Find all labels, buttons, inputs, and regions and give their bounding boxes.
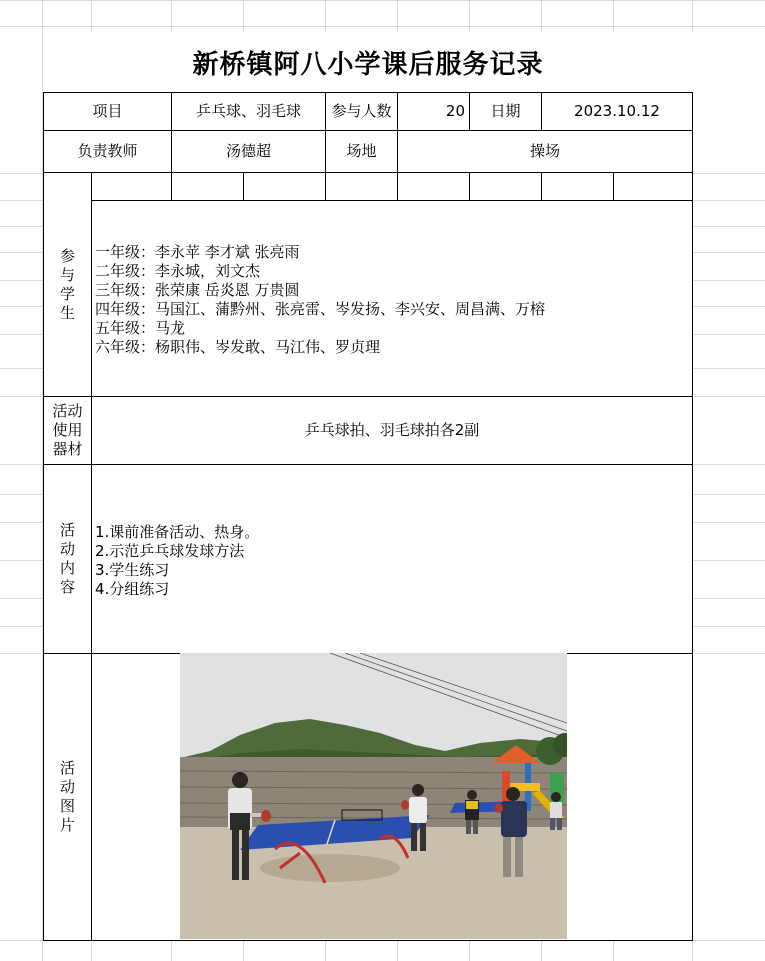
student-line: 三年级：张荣康 岳炎恩 万贵圆 bbox=[95, 281, 300, 299]
empty-cell bbox=[397, 172, 470, 201]
venue-value: 操场 bbox=[397, 130, 693, 173]
date-value: 2023.10.12 bbox=[541, 92, 693, 131]
empty-cell bbox=[325, 172, 398, 201]
content-line: 3.学生练习 bbox=[95, 561, 170, 579]
date-label: 日期 bbox=[469, 92, 542, 131]
photo-label-char: 活 bbox=[59, 759, 75, 777]
venue-label: 场地 bbox=[325, 130, 398, 173]
empty-cell bbox=[91, 172, 172, 201]
content-label-char: 动 bbox=[59, 540, 75, 558]
content-list bbox=[91, 464, 693, 654]
content-line: 1.课前准备活动、热身。 bbox=[95, 523, 260, 541]
participants-label: 参与人数 bbox=[325, 92, 398, 131]
content-line: 4.分组练习 bbox=[95, 580, 170, 598]
student-line: 二年级：李永城，刘文杰 bbox=[95, 262, 261, 280]
photo-label-char: 图 bbox=[59, 797, 75, 815]
item-label: 项目 bbox=[43, 92, 172, 131]
equipment-value: 乒乓球拍、羽毛球拍各2副 bbox=[91, 396, 693, 465]
empty-cell bbox=[541, 172, 614, 201]
empty-cell bbox=[613, 172, 693, 201]
students-label-char: 生 bbox=[59, 303, 75, 322]
photo-label-char: 片 bbox=[59, 816, 75, 834]
empty-cell bbox=[243, 172, 326, 201]
equipment-label bbox=[43, 396, 92, 465]
teacher-value: 汤德超 bbox=[171, 130, 326, 173]
content-line: 2.示范乒乓球发球方法 bbox=[95, 542, 245, 560]
student-list bbox=[91, 200, 693, 397]
content-label bbox=[43, 464, 92, 654]
teacher-label: 负责教师 bbox=[43, 130, 172, 173]
students-label bbox=[43, 172, 92, 397]
content-label-char: 容 bbox=[59, 578, 75, 596]
participants-value: 20 bbox=[397, 92, 470, 131]
student-line: 一年级：李永苹 李才斌 张亮雨 bbox=[95, 243, 300, 261]
empty-cell bbox=[171, 172, 244, 201]
empty-cell bbox=[469, 172, 542, 201]
photo-label-char: 动 bbox=[59, 778, 75, 796]
content-label-char: 活 bbox=[59, 521, 75, 539]
student-line: 六年级：杨职伟、岑发敢、马江伟、罗贞理 bbox=[95, 338, 381, 356]
item-value: 乒乓球、羽毛球 bbox=[171, 92, 326, 131]
content-label-char: 内 bbox=[59, 559, 75, 577]
equipment-label-line: 活动 bbox=[52, 402, 83, 420]
student-line: 五年级：马龙 bbox=[95, 319, 186, 337]
equipment-label-line: 使用 bbox=[52, 421, 83, 439]
students-label-char: 参 bbox=[59, 246, 75, 265]
student-line: 四年级：马国江、蒲黔州、张亮雷、岑发扬、李兴安、周昌满、万榕 bbox=[95, 300, 546, 318]
equipment-label-line: 器材 bbox=[52, 440, 83, 458]
students-label-char: 与 bbox=[59, 265, 75, 284]
document-title: 新桥镇阿八小学课后服务记录 bbox=[43, 32, 693, 92]
activity-photo bbox=[180, 653, 567, 939]
students-label-char: 学 bbox=[59, 284, 75, 303]
photo-label bbox=[43, 653, 92, 941]
